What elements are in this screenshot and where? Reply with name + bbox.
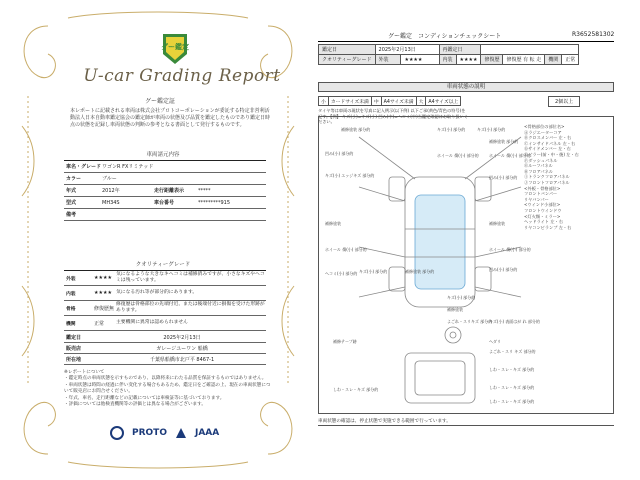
grade-key: 機関 <box>66 321 76 327</box>
size-cell: 中 <box>371 97 381 106</box>
vehicle-value: *********915 <box>198 199 231 206</box>
vehicle-table <box>64 160 266 221</box>
damage-label: キズ(小) 表面はが れ 部分的 <box>489 319 540 324</box>
vehicle-key: 備考 <box>66 212 77 218</box>
damage-label: しわ・スレ・キズ 部分的 <box>489 385 535 390</box>
vehicle-row <box>64 173 266 185</box>
size-cell: 小 <box>319 97 329 106</box>
note-line: ※レポートについて <box>64 370 105 375</box>
legend-line: Ⓔピラー(前・中・後) 左・右 <box>524 151 579 157</box>
vehicle-row <box>64 185 266 197</box>
damage-size-scale <box>318 96 461 106</box>
grade-row <box>64 301 266 316</box>
legend-line: フロントバンパー <box>524 191 558 197</box>
legend-line: Ⓗフロアパネル <box>524 168 553 174</box>
legend-line: Ⓑクロスメンバー 左・右 <box>524 135 572 141</box>
grade-desc: 修復歴は骨格部位の先端付近、または後端付近に損傷を受けた形跡があります。 <box>116 302 265 313</box>
grade-key: 内装 <box>66 291 76 297</box>
grade-stars: ★★★★ <box>94 290 112 296</box>
jaaa-logo-icon <box>175 427 187 439</box>
grade-key: 骨格 <box>66 306 76 312</box>
cell: 修復歴 有 転 走 <box>503 55 545 65</box>
vehicle-value: ワゴンR FXリミテッド <box>102 164 154 170</box>
damage-label: キズ(小) 部分的 <box>437 127 466 132</box>
damage-label: ホイール 傷(小) 部分的 <box>489 247 531 252</box>
damage-label: ヘコミ(小) 部分的 <box>325 271 358 276</box>
damage-label: 補修塗装 <box>447 307 463 312</box>
legend-line: <外板・骨格部位> <box>524 185 561 191</box>
note-line: ・年式、車名、走行距離などの記載については車検証等に基づいております。 <box>64 395 225 401</box>
cell: ★★★★ <box>456 55 481 65</box>
size-cell: カードサイズ未満 <box>328 97 371 106</box>
note-line: ・鑑定時点の車両状態を示すものであり、以降将来にわたる品質を保証するものではありません。 <box>64 376 267 382</box>
damage-label: キズ(小) 部分的 <box>359 269 388 274</box>
certificate-subtitle: グー鑑定証 <box>144 98 175 105</box>
grade-desc: 気になる汚れ等が部分的にあります。 <box>116 290 198 295</box>
damage-label: ホイール 傷(小) 部分的 <box>437 153 479 158</box>
report-title: U-car Grading Report <box>83 66 281 86</box>
info-key: 販売店 <box>66 345 82 352</box>
cell: 再鑑定日 <box>439 45 481 55</box>
grade-row <box>64 286 266 301</box>
info-value: ガレージユーワン 船橋 <box>156 345 208 352</box>
vehicle-value: MH34S <box>102 199 120 206</box>
grade-stars: ★★★★ <box>94 275 112 281</box>
legend-line: Ⓒインサイドパネル 左・右 <box>524 140 576 146</box>
cell: 外装 <box>375 55 401 65</box>
goo-badge-icon <box>160 32 190 66</box>
vehicle-row <box>64 197 266 209</box>
header-row <box>319 45 579 55</box>
report-notes <box>64 370 274 408</box>
legend-line: <灯火類・ミラー> <box>524 213 561 219</box>
legend-line: フロントウインドウ <box>524 207 562 213</box>
damage-label: キズ(小) 部分的 <box>447 295 476 300</box>
size-cell: A4サイズ未満 <box>381 97 416 106</box>
vehicle-key: 走行距離表示 <box>154 188 185 194</box>
section-title: 車両状態の説明 <box>318 82 614 92</box>
damage-label: しわ・スレ・キズ 部分的 <box>333 387 379 392</box>
grade-desc: 気になるような大きなキヘコミは補修済みですが、小さなキズやヘコミは残っています。 <box>116 272 265 283</box>
damage-label: ヘダリ <box>489 339 501 344</box>
grade-table <box>64 270 266 331</box>
cell: 内装 <box>439 55 456 65</box>
cell: クオリティーグレード <box>319 55 376 65</box>
legend-line: Ⓕダッシュパネル <box>524 157 558 163</box>
grade-stars: 修復歴無 <box>94 305 115 312</box>
damage-label: ホイール 傷(小) 部分的 <box>489 153 531 158</box>
info-key: 所在地 <box>66 356 82 363</box>
info-key: 鑑定日 <box>66 334 82 341</box>
damage-label: 凹み(小) 部分的 <box>489 267 518 272</box>
size-cell: A4サイズ以上 <box>426 97 461 106</box>
vehicle-key: 年式 <box>66 188 77 194</box>
damage-label: ホイール 傷(小) 部分的 <box>325 247 367 252</box>
size-note: タイヤ等は車両の現状を写真に記入例示(以下例) 以下ご承(黄色/青色の符号)を記す。【例】 キズ(小)=キズ(小) 凹み(中)=ヘコミ(中)当鑑定確認はお取り扱いください。 <box>318 108 468 125</box>
damage-label: よごれ・スリキズ 部分的 <box>447 319 493 324</box>
size-cell: 大 <box>416 97 426 106</box>
grade-key: 外装 <box>66 276 76 282</box>
footer-note: 車両状態の確認は、停止状態で実施できる範囲で行っています。 <box>318 418 614 426</box>
grade-row <box>64 316 266 331</box>
vehicle-value: ブルー <box>102 176 117 182</box>
certificate-intro: 本レポートに記載される車両は株式会社プロトコーポレーションが委託する特定非営利活動法人日本自動車鑑定協会の鑑定師が車両の状態及び品質を鑑定したものであり鑑定日時点の状態を記録し車両状態の判断の参考となる書面として発行するものです。 <box>70 108 271 129</box>
header-row <box>319 55 579 65</box>
vehicle-row <box>64 161 266 173</box>
legend-line: リヤコンビランプ 左・右 <box>524 224 572 230</box>
damage-label: 補修塗装 部分的 <box>489 139 519 144</box>
damage-label: 補修塗装 部分的 <box>341 127 371 132</box>
damage-label: よごれ・スリ キズ 部分的 <box>489 349 536 354</box>
damage-label: 補修テープ跡 <box>333 339 357 344</box>
vehicle-value: 2012年 <box>102 188 120 194</box>
grade-desc: 主要機関に異常は認められません <box>116 320 188 325</box>
condition-header-table <box>318 44 579 65</box>
note-line: ・車両状態は時間の経過に伴い変化する場合もあるため、鑑定日をご確認の上、現在の車両状態について販売店にお問合せください。 <box>64 382 271 395</box>
vehicle-key: 車名・グレード <box>66 164 102 170</box>
logo-row <box>110 426 270 440</box>
damage-label: 凹み(小) 部分的 <box>325 151 354 156</box>
damage-label: しわ・スレ・キズ 部分的 <box>489 399 535 404</box>
damage-label: しわ・スレ・キズ 部分的 <box>489 367 535 372</box>
dealer-info <box>64 332 266 365</box>
info-row <box>64 354 266 365</box>
note-line: ・評価については他検査機関等の評価とは異なる場合がございます。 <box>64 402 206 408</box>
grade-row <box>64 271 266 286</box>
info-row <box>64 332 266 343</box>
grade-heading: クオリティーグレード <box>135 262 191 268</box>
proto-logo-icon <box>110 426 124 440</box>
vehicle-heading: 車両諸元内容 <box>146 152 180 158</box>
badge-text: グー鑑定 <box>161 43 189 51</box>
grade-stars: 正常 <box>94 320 105 327</box>
damage-label: キズ(小) エッジキズ 部分的 <box>325 173 375 178</box>
condition-sheet-title: グー鑑定 コンディションチェックシート <box>388 33 502 40</box>
legend-line: Ⓖルーフパネル <box>524 163 553 169</box>
legend-line: Ⓐラジエーターコア <box>524 129 562 135</box>
damage-label: 凹み(小) 部分的 <box>489 175 518 180</box>
damage-label: キズ(小) 部分的 <box>477 127 506 132</box>
damage-label: 補修塗装 <box>325 221 341 226</box>
vehicle-value: ***** <box>198 187 211 194</box>
legend-line: <ウインド小部位> <box>524 202 561 208</box>
cell <box>481 45 579 55</box>
size-row <box>319 97 461 106</box>
cell: 鑑定日 <box>319 45 376 55</box>
legend-line: <骨格部位の部位名> <box>524 124 565 129</box>
info-value: 2025年2月13日 <box>163 334 201 341</box>
vehicle-key: 車台番号 <box>154 200 175 206</box>
cell: 2025年2月13日 <box>375 45 439 55</box>
cell: ★★★★ <box>401 55 439 65</box>
vehicle-key: 型式 <box>66 200 77 206</box>
cell: 正常 <box>562 55 579 65</box>
count-label: 2個以上 <box>548 96 580 107</box>
cell: 修復歴 <box>481 55 503 65</box>
legend-line: リヤバンパー <box>524 196 549 202</box>
legend-line: ヘッドライト 左・右 <box>524 219 563 225</box>
legend-line: Ⓓサイドメンバー 左・右 <box>524 146 571 152</box>
part-legend <box>524 124 614 230</box>
info-row <box>64 343 266 354</box>
info-value: 千葉県船橋市北戸平 8467-1 <box>149 356 215 363</box>
cell: 機関 <box>545 55 562 65</box>
legend-line: Ⓙフロントフロアパネル <box>524 179 570 185</box>
proto-logo-text: PROTO <box>132 428 167 438</box>
sheet-id: R3652581302 <box>572 31 615 38</box>
jaaa-logo-text: JAAA <box>194 428 220 438</box>
vehicle-key: カラー <box>66 176 82 182</box>
damage-label: 補修塗装 <box>489 221 505 226</box>
legend-line: Ⓘトランクフロアパネル <box>524 174 570 180</box>
damage-label: 補修塗装 部分的 <box>405 269 435 274</box>
header-rule <box>318 41 614 42</box>
vehicle-row <box>64 209 266 221</box>
